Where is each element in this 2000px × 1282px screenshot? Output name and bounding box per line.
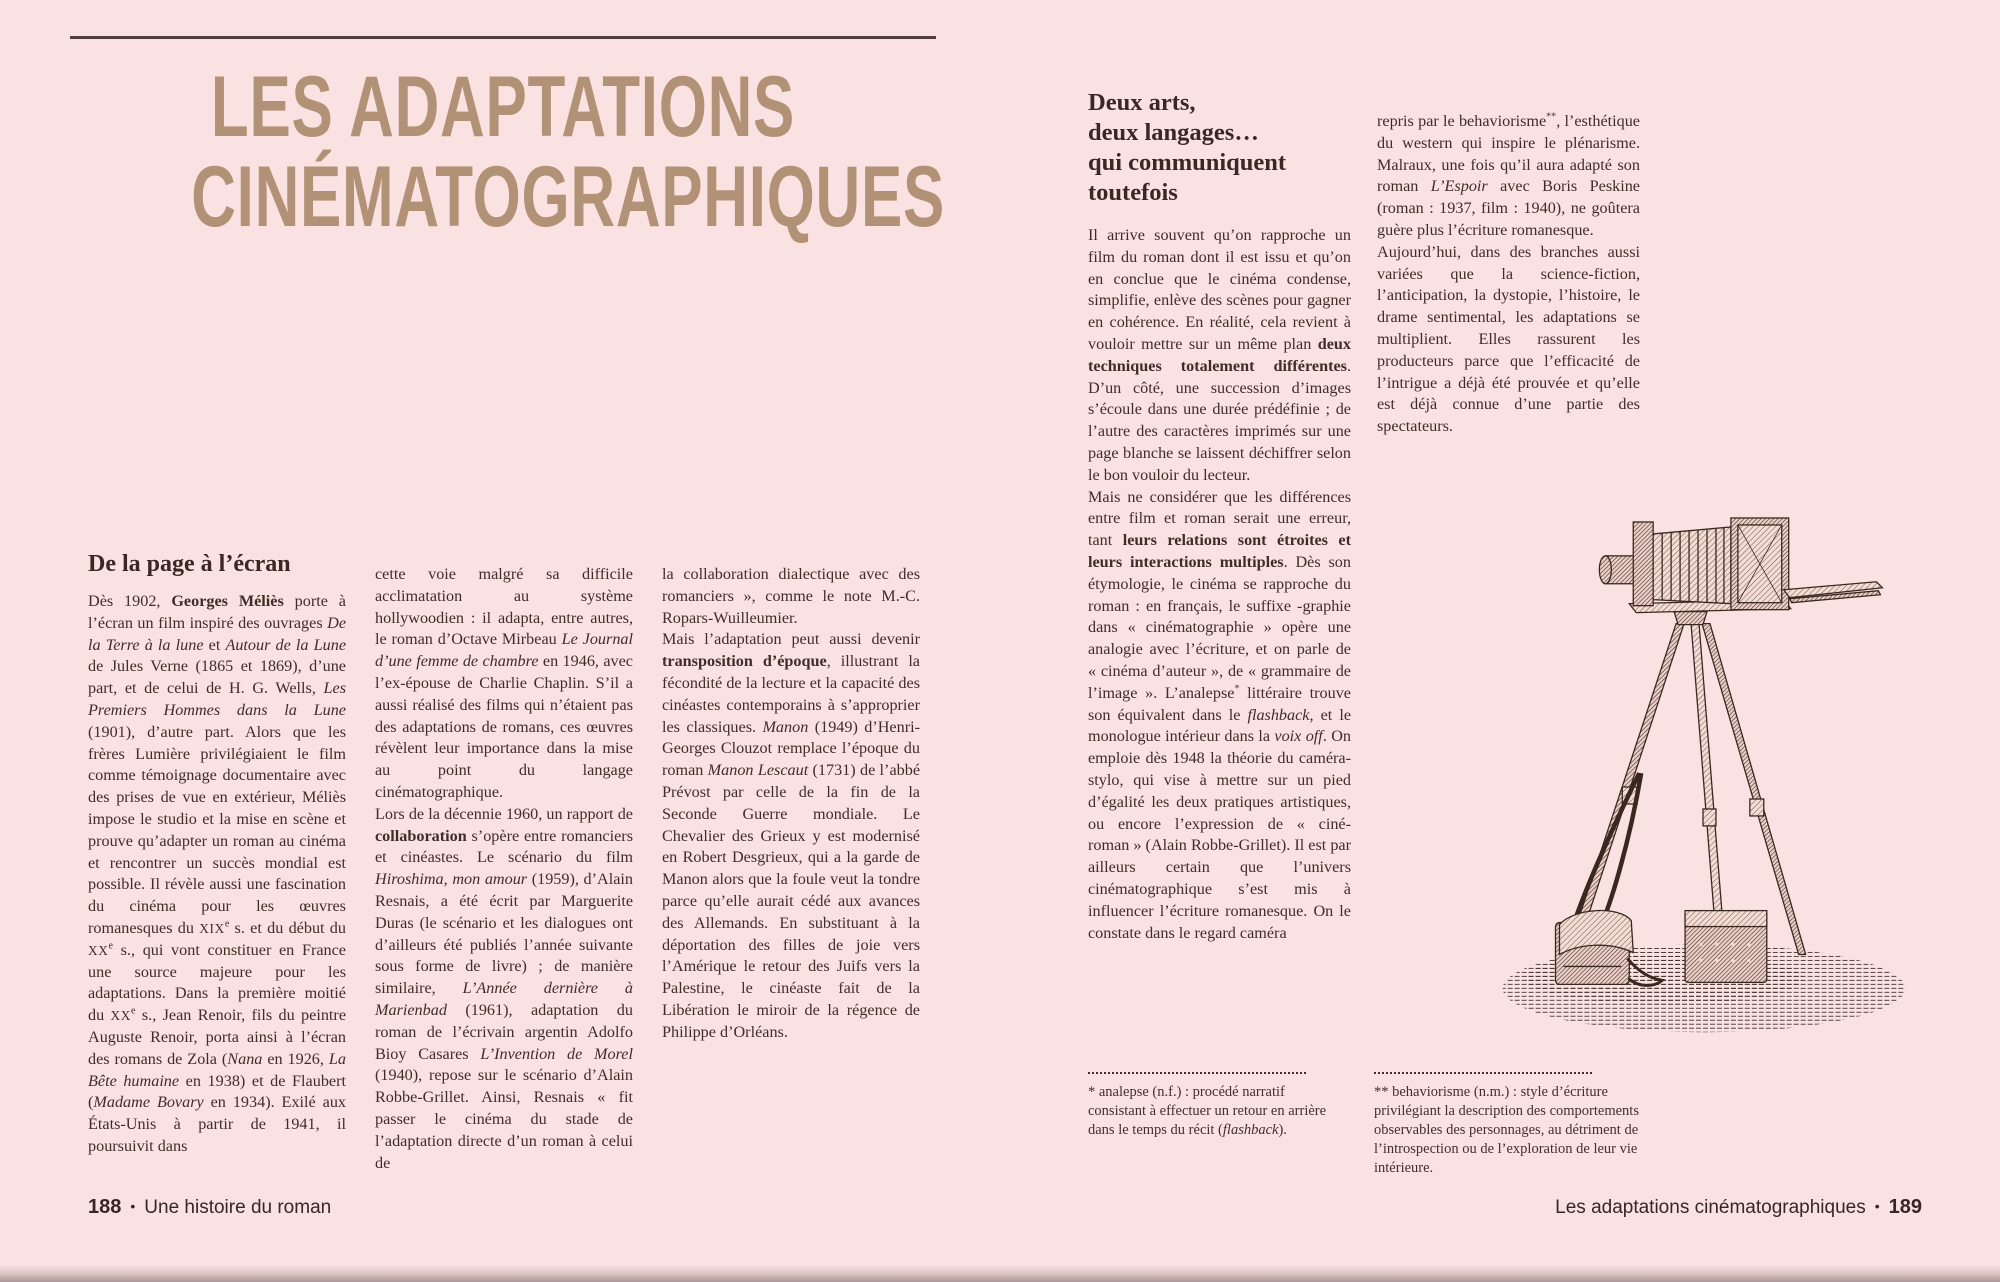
right-page-number: 189	[1888, 1196, 1922, 1218]
left-page-footer	[88, 1196, 331, 1219]
footnote-analepse-text: * analepse (n.f.) : procédé narratif consistant à effectuer un retour en arrière dans le temps du récit (flashback).	[1088, 1084, 1327, 1138]
left-page-columns	[88, 551, 920, 1174]
chapter-title	[70, 59, 946, 245]
camera-engraving-group	[1503, 518, 1906, 1032]
right-column-1-text: Il arrive souvent qu’on rapproche un film du roman dont il est issu et qu’on en conclue que le cinéma condense, simplifie, enlève des scènes pour gagner en cohérence. En réalité, cela revient à vouloir mettre sur un même plan deux techniques totalement différentes. D’un côté, une succession d’images s’écoule dans une durée prédéfinie ; de l’autre des caractères imprimés sur une page blanche se laissent déchiffrer selon le bon vouloir du lecteur. Mais ne considérer que les différences entre film et roman serait une erreur, tant leurs relations sont étroites et leurs interactions multiples. Dès son étymologie, le cinéma se rapproche du roman : en français, le suffixe -graphie dans « cinématographie » opère une analogie avec l’écriture, et on parle de « cinéma d’auteur », de « grammaire de l’image ». L’analepse* littéraire trouve son équivalent dans le flashback, et le monologue intérieur dans la voix off. On emploie dès 1948 la théorie du caméra-stylo, qui vise à mettre sur un pied d’égalité les deux pratiques artistiques, ou encore l’expression de « ciné-roman » (Alain Robbe-Grillet). Il est par ailleurs certain que l’univers cinématographique s’est mis à influencer l’écriture romanesque. On le constate dans le regard caméra	[1088, 226, 1351, 942]
left-page-number: 188	[88, 1196, 122, 1218]
left-column-1	[88, 551, 346, 1174]
book-title: Une histoire du roman	[144, 1197, 332, 1218]
right-column-2-text: repris par le behaviorisme**, l’esthétique du western qui inspire le plénarisme. Malraux, une fois qu’il aura adapté son roman L’Espoir avec Boris Peskine (roman : 1937, film : 1940), ne goûtera guère plus l’écriture romanesque. Aujourd’hui, dans des branches aussi variées que la science-fiction, l’anticipation, la dystopie, l’histoire, le drame sentimental, les adaptations se multiplient. Elles rassurent les producteurs parce que l’efficacité de l’intrigue a déjà été prouvée et qu’elle est déjà connue d’une partie des spectateurs.	[1377, 111, 1640, 436]
footer-bullet-icon: •	[1874, 1198, 1880, 1214]
right-section-heading	[1088, 88, 1351, 208]
chapter-title-footer: Les adaptations cinématographiques	[1555, 1197, 1866, 1218]
chapter-title-line-1: LES ADAPTATIONS	[210, 59, 796, 155]
right-heading-line-2: deux langages…	[1088, 119, 1259, 146]
right-column-1	[1088, 88, 1351, 944]
footer-bullet-icon: •	[130, 1198, 136, 1214]
left-column-1-text: Dès 1902, Georges Méliès porte à l’écran un film inspiré des ouvrages De la Terre à la lune et Autour de la Lune de Jules Verne (1865 et 1869), d’une part, et de celui de H. G. Wells, Les Premiers Hommes dans la Lune (1901), d’autre part. Alors que les frères Lumière privilégiaient le film comme témoignage documentaire avec des prises de vue en extérieur, Méliès impose le studio et la mise en scène et prouve qu’adapter un roman au cinéma et rencontrer un succès mondial est possible. Il révèle aussi une fascination du cinéma pour les œuvres romanesques du XIXe s. et du début du XXe s., qui vont constituer en France une source majeure pour les adaptations. Dans la première moitié du XXe s., Jean Renoir, fils du peintre Auguste Renoir, porta ainsi à l’écran des romans de Zola (Nana en 1926, La Bête humaine en 1938) et de Flaubert (Madame Bovary en 1934). Exilé aux États-Unis à partir de 1941, il poursuivit dans	[88, 592, 347, 1155]
footnote-separator	[1088, 1072, 1306, 1074]
right-heading-line-3: qui communiquent	[1088, 149, 1287, 176]
right-heading-line-1: Deux arts,	[1088, 89, 1196, 116]
left-column-3	[662, 551, 920, 1174]
top-rule	[70, 36, 936, 39]
left-column-3-text: la collaboration dialectique avec des romanciers », comme le note M.-C. Ropars-Wuilleumier. Mais l’adaptation peut aussi devenir transposition d’époque, illustrant la fécondité de la lecture et la capacité des cinéastes contemporains à s’approprier les classiques. Manon (1949) d’Henri-Georges Clouzot remplace l’époque du roman Manon Lescaut (1731) de l’abbé Prévost par celle de la fin de la Seconde Guerre mondiale. Le Chevalier des Grieux y est modernisé en Robert Desgrieux, qui a la garde de Manon alors que la foule veut la tondre parce qu’elle aurait cédé aux avances des Allemands. En substituant à la déportation des filles de joie vers l’Amérique le retour des Juifs vers la Palestine, le cinéaste fait de la Libération le miroir de la régence de Philippe d’Orléans.	[662, 565, 921, 1041]
footnote-behaviorisme-text: ** behaviorisme (n.m.) : style d’écriture privilégiant la description des comportements observables des personnages, au détriment de l’introspection ou de l’exploration de leur vie intérieure.	[1374, 1084, 1639, 1176]
right-heading-line-4: toutefois	[1088, 179, 1178, 206]
footnote-analepse	[1088, 1072, 1346, 1140]
footnote-behaviorisme	[1374, 1072, 1646, 1178]
section-heading: De la page à l’écran	[88, 551, 291, 577]
left-column-2	[375, 551, 633, 1174]
left-column-2-text: cette voie malgré sa difficile acclimatation au système hollywoodien : il adapta, entre autres, le roman d’Octave Mirbeau Le Journal d’une femme de chambre en 1946, avec l’ex-épouse de Charlie Chaplin. S’il a aussi réalisé des films qui n’étaient pas des adaptations de romans, ces œuvres révèlent leur importance dans la mise au point du langage cinématographique. Lors de la décennie 1960, un rapport de collaboration s’opère entre romanciers et cinéastes. Le scénario du film Hiroshima, mon amour (1959), d’Alain Resnais, a été écrit par Marguerite Duras (le scénario et les dialogues ont d’ailleurs été publiés l’année suivante sous forme de livre) ; de manière similaire, L’Année dernière à Marienbad (1961), adaptation du roman de l’écrivain argentin Adolfo Bioy Casares L’Invention de Morel (1940), repose sur le scénario d’Alain Robbe-Grillet. Ainsi, Resnais « fit passer le cinéma du stade de l’adaptation directe d’un roman à celui de	[375, 565, 634, 1172]
antique-camera-engraving-illustration	[1478, 512, 1930, 1090]
page-bottom-edge	[0, 1264, 2000, 1282]
footnote-separator	[1374, 1072, 1592, 1074]
chapter-title-line-2: CINÉMATOGRAPHIQUES	[191, 149, 946, 245]
right-page-footer	[1555, 1196, 1922, 1219]
